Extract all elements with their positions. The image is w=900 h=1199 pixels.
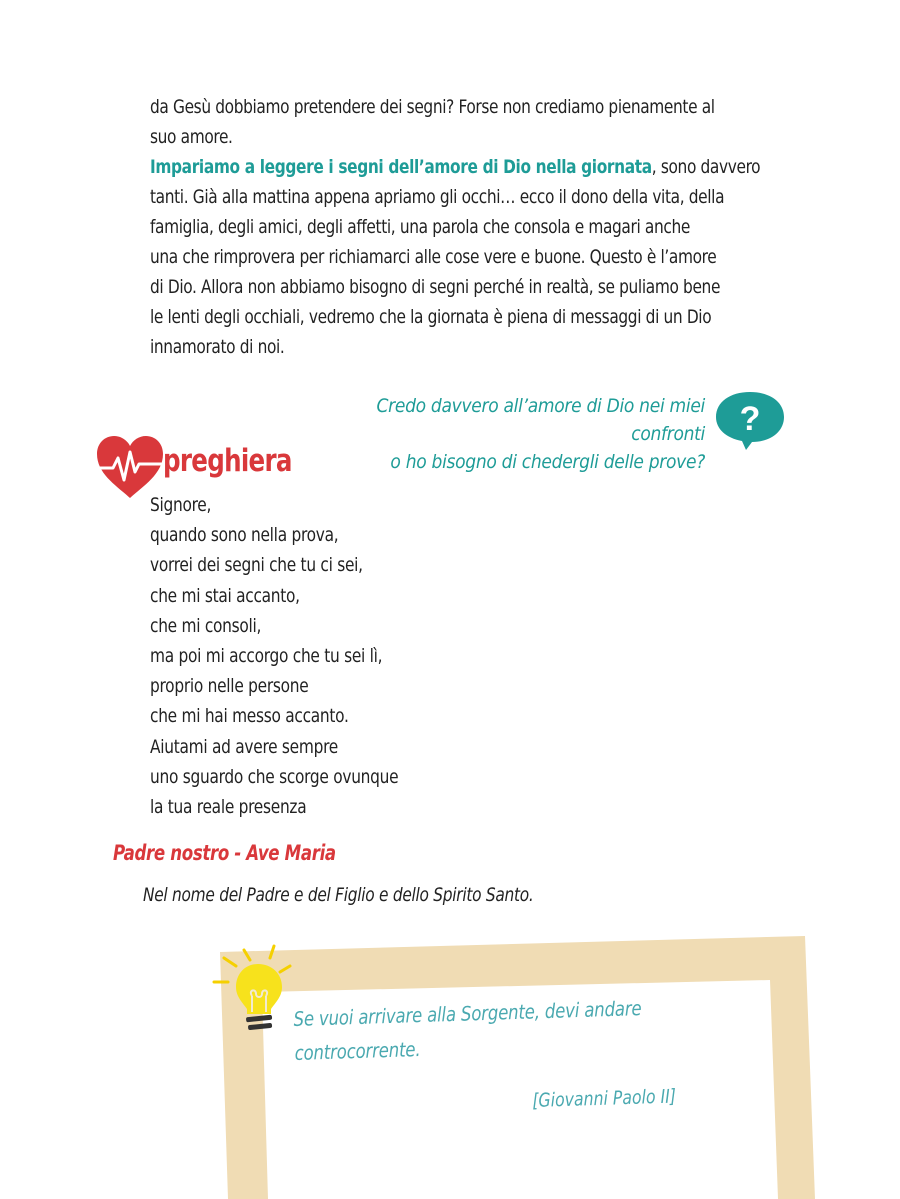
highlight-text: Impariamo a leggere i segni dell’amore di Dio nella giornata	[150, 156, 652, 178]
question-line: o ho bisogno di chedergli delle prove?	[390, 451, 705, 473]
body-line: famiglia, degli amici, degli affetti, una parola che consola e magari anche	[150, 216, 690, 238]
blessing-text: Nel nome del Padre e del Figlio e dello Spirito Santo.	[143, 884, 534, 906]
highlight-rest: , sono davvero	[651, 156, 761, 178]
body-line: innamorato di noi.	[150, 336, 285, 358]
body-line: da Gesù dobbiamo pretendere dei segni? Forse non crediamo pienamente al	[150, 96, 715, 118]
prayer-line: vorrei dei segni che tu ci sei,	[150, 554, 363, 577]
question-line: Credo davvero all’amore di Dio nei miei confronti	[376, 395, 705, 445]
body-line: di Dio. Allora non abbiamo bisogno di segni perché in realtà, se puliamo bene	[150, 276, 721, 298]
body-line: le lenti degli occhiali, vedremo che la giornata è piena di messaggi di un Dio	[150, 306, 712, 328]
padre-nostro-heading: Padre nostro - Ave Maria	[113, 841, 336, 865]
prayer-line: ma poi mi accorgo che tu sei lì,	[150, 645, 383, 668]
body-line: una che rimprovera per richiamarci alle cose vere e buone. Questo è l’amore	[150, 246, 717, 268]
prayer-line: Aiutami ad avere sempre	[150, 735, 338, 758]
prayer-title: preghiera	[163, 443, 292, 479]
quote-author: [Giovanni Paolo II]	[532, 1085, 677, 1112]
body-line: suo amore.	[150, 126, 233, 148]
prayer-line: che mi hai messo accanto.	[150, 705, 349, 728]
lightbulb-icon	[208, 942, 298, 1046]
prayer-line: quando sono nella prova,	[150, 524, 339, 547]
prayer-line: proprio nelle persone	[150, 675, 309, 698]
quote-line: controcorrente.	[294, 1037, 421, 1065]
prayer-line: Signore,	[150, 494, 212, 516]
prayer-line: la tua reale presenza	[150, 796, 307, 819]
body-line: tanti. Già alla mattina appena apriamo gli occhi… ecco il dono della vita, della	[150, 186, 725, 208]
prayer-line: che mi stai accanto,	[150, 584, 300, 607]
quote-text	[293, 989, 700, 1070]
quote-line: Se vuoi arrivare alla Sorgente, devi andare	[293, 996, 642, 1031]
prayer-line: che mi consoli,	[150, 614, 262, 637]
question-mark: ?	[739, 400, 761, 438]
prayer-line: uno sguardo che scorge ovunque	[150, 765, 399, 788]
